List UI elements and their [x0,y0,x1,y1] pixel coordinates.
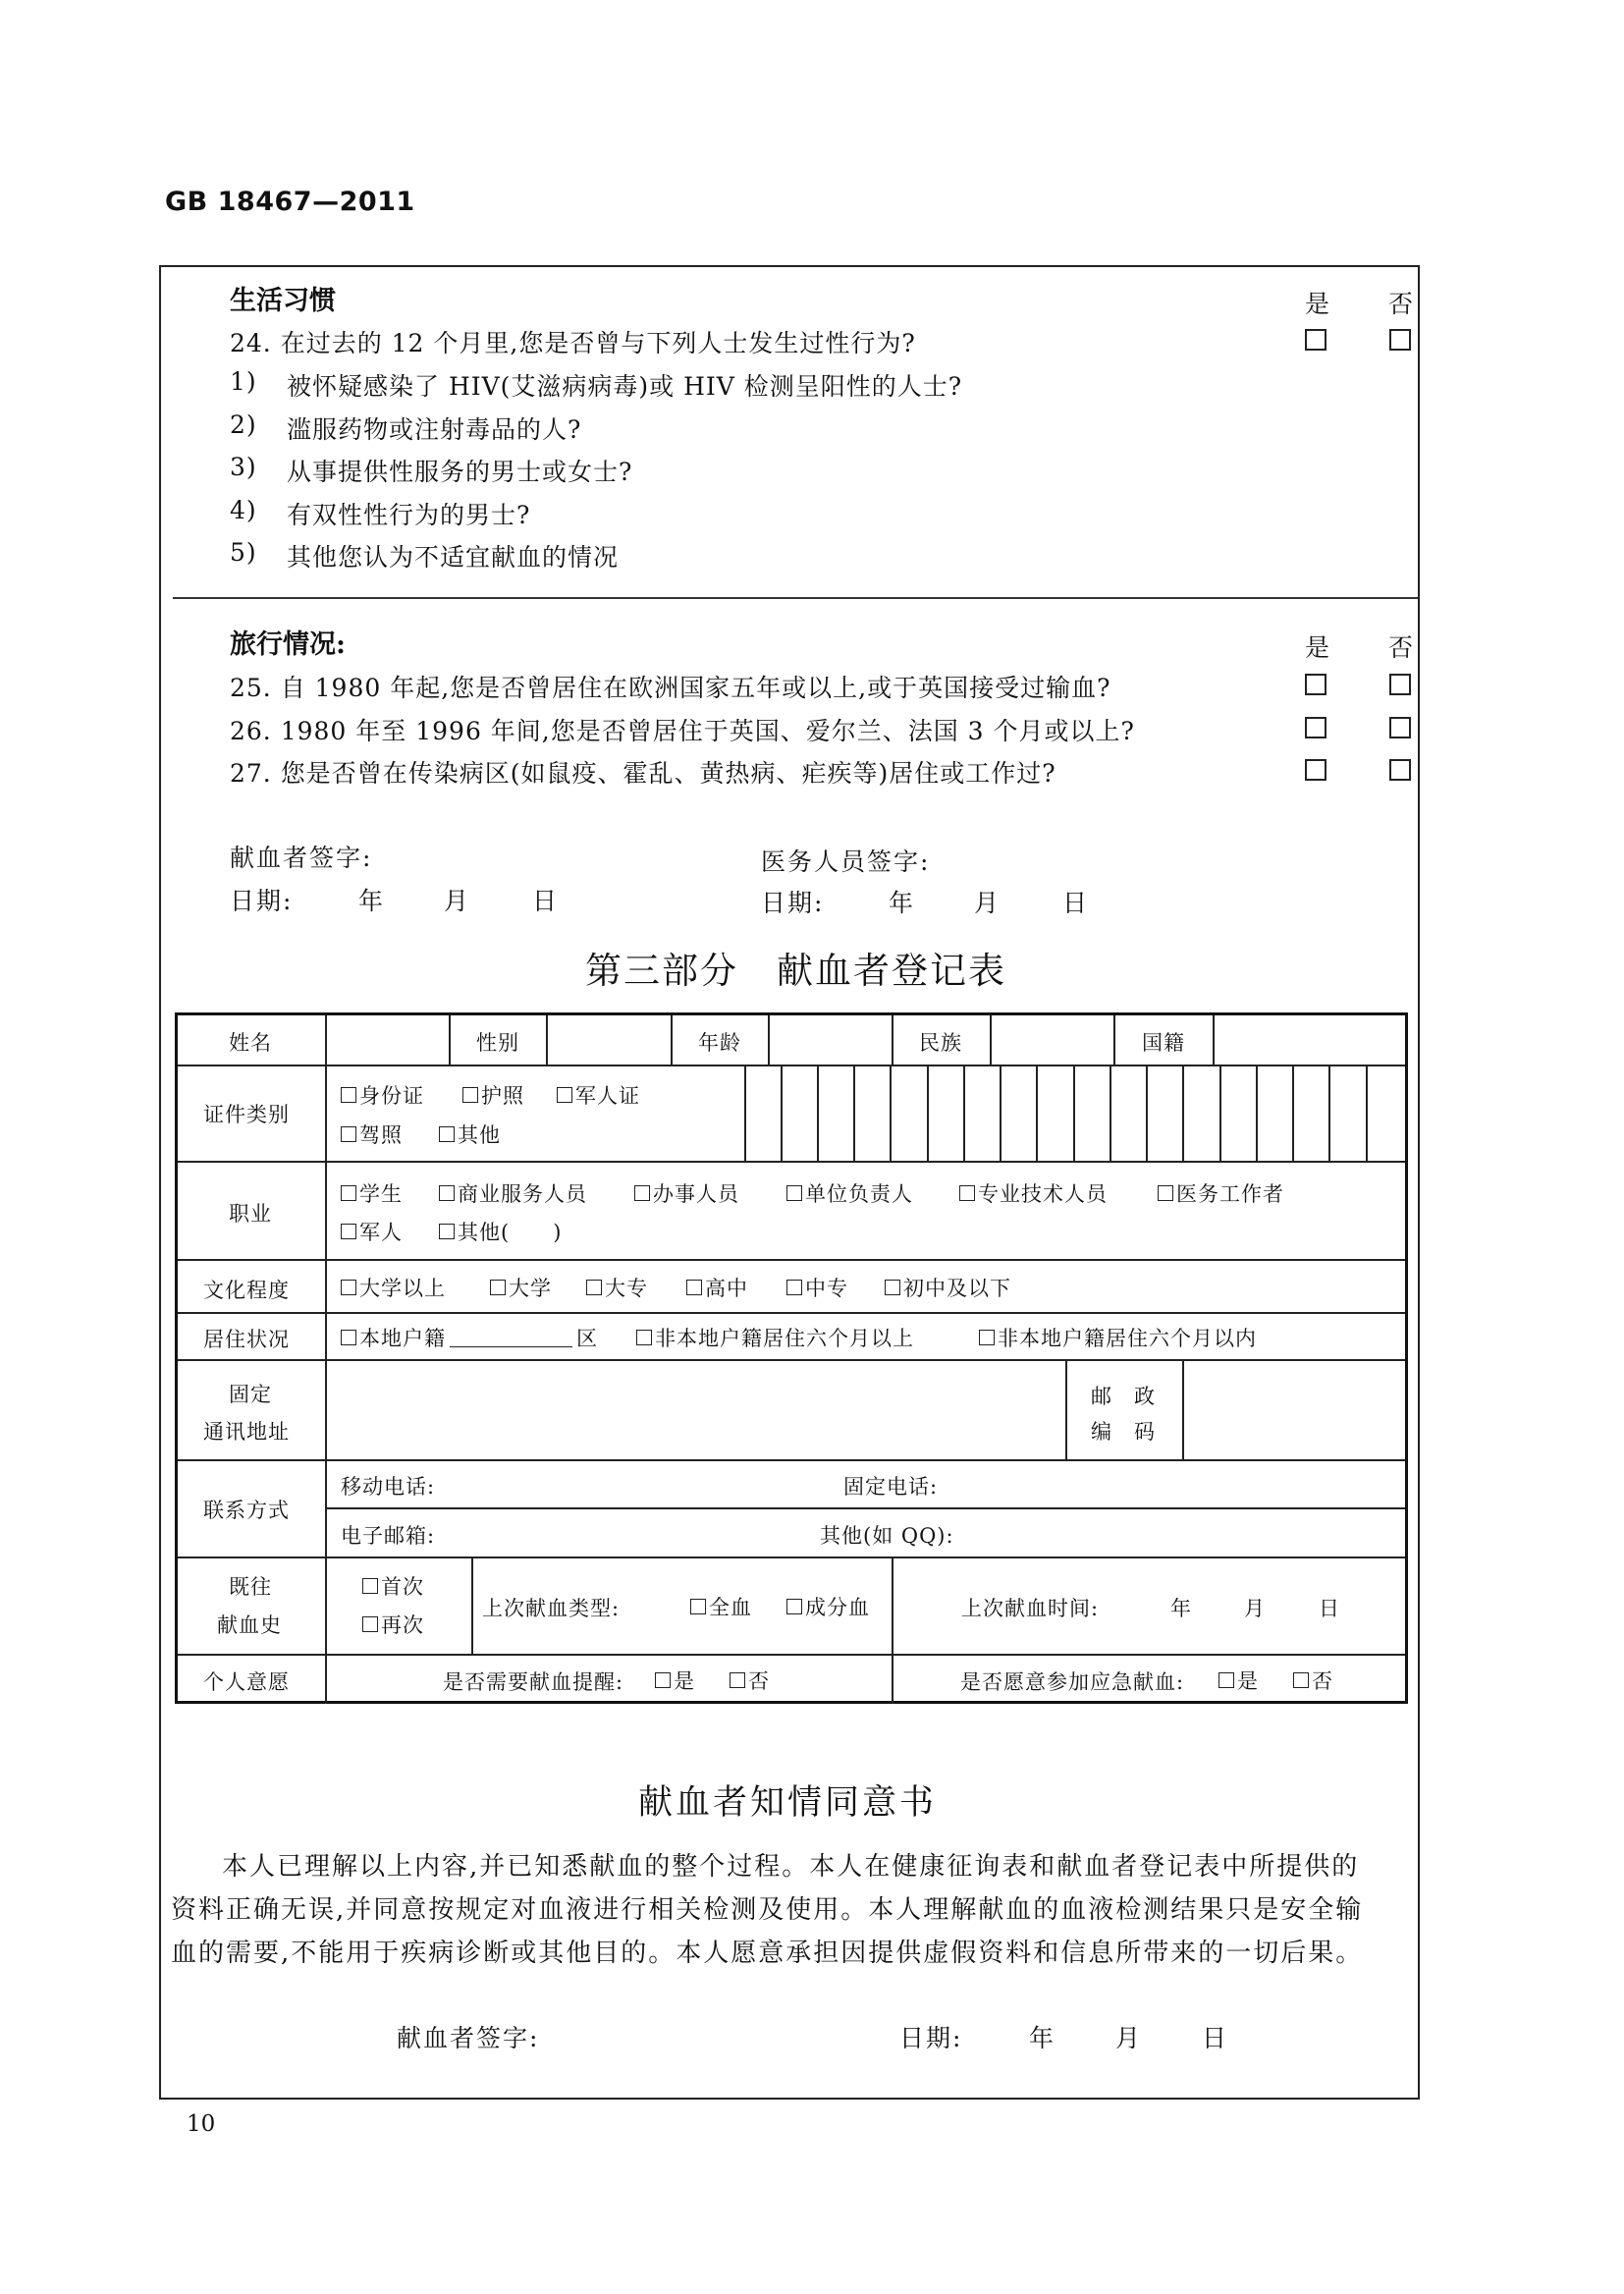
staff-date-label: 日期: [761,889,825,917]
postal-label-line2: 编 码 [1091,1420,1156,1444]
occupation-option-clerk[interactable]: 办事人员 [634,1178,739,1208]
q25-yes-checkbox[interactable] [1305,674,1326,695]
checkbox-icon [341,1280,356,1295]
q27-yes-checkbox[interactable] [1305,759,1326,781]
consent-date-month: 月 [1115,2024,1143,2052]
id-digit-line [1110,1065,1111,1161]
checkbox-icon [341,1185,356,1201]
last-time-day: 日 [1319,1597,1340,1620]
question-26: 26. 1980 年至 1996 年间,您是否曾居住于英国、爱尔兰、法国 3 个月或以上? [230,717,1135,745]
travel-title: 旅行情况: [230,629,346,660]
address-label-line1: 固定 [229,1383,272,1406]
occupation-option-professional[interactable]: 专业技术人员 [959,1178,1108,1208]
occupation-option-medical[interactable]: 医务工作者 [1158,1178,1284,1208]
q24-item-3-num: 3) [230,453,257,481]
contact-label: 联系方式 [203,1499,290,1522]
name-label: 姓名 [229,1031,272,1055]
staff-date-year: 年 [889,889,916,917]
checkbox-icon [490,1280,506,1295]
part3-title: 第三部分 献血者登记表 [585,950,1006,992]
col-line [1213,1015,1215,1065]
wishes-label: 个人意愿 [203,1670,290,1694]
reminder-option-yes[interactable]: 是 [655,1666,695,1695]
gender-label: 性别 [476,1031,519,1055]
checkbox-icon [979,1330,995,1345]
checkbox-icon [439,1185,455,1201]
id-digit-line [963,1065,965,1161]
question-27: 27. 您是否曾在传染病区(如鼠疫、霍乱、黄热病、疟疾等)居住或工作过? [230,759,1056,788]
checkbox-icon [586,1280,602,1295]
checkbox-icon [885,1280,900,1295]
id-digit-line [1036,1065,1038,1161]
col-line [1113,1015,1115,1065]
history-option-first[interactable]: 首次 [362,1571,424,1601]
consent-title: 献血者知情同意书 [638,1783,938,1823]
id-digit-line [853,1065,855,1161]
checkbox-icon [341,1330,356,1345]
last-time-month: 月 [1244,1597,1266,1620]
checkbox-icon [341,1087,356,1103]
row-line [178,1557,1405,1558]
id-digit-line [1292,1065,1294,1161]
residence-option-under-six-months[interactable]: 非本地户籍居住六个月以内 [979,1323,1257,1352]
col-line [471,1557,473,1654]
travel-yes-header: 是 [1305,633,1330,662]
occupation-option-student[interactable]: 学生 [341,1178,403,1208]
staff-date-month: 月 [974,889,1001,917]
col-line [671,1015,673,1065]
email-label: 电子邮箱: [341,1524,436,1548]
checkbox-icon [686,1280,702,1295]
id-digit-line [1000,1065,1001,1161]
donor-signature-label: 献血者签字: [230,844,373,872]
ethnicity-label: 民族 [919,1031,962,1055]
q24-item-4-text: 有双性性行为的男士? [287,501,531,529]
id-digit-line [781,1065,783,1161]
checkbox-icon [786,1599,802,1614]
id-digit-line [817,1065,819,1161]
col-line [892,1557,893,1704]
checkbox-icon [362,1616,378,1632]
id-type-option-military-id[interactable]: 军人证 [557,1080,640,1110]
id-digit-line [890,1065,892,1161]
id-digit-line [1146,1065,1148,1161]
id-digit-line [1219,1065,1221,1161]
checkbox-icon [634,1185,650,1201]
address-label-line2: 通讯地址 [203,1420,290,1444]
reminder-option-no[interactable]: 否 [730,1666,770,1695]
education-option-high-school[interactable]: 高中 [686,1273,748,1302]
standard-code: GB 18467—2011 [165,187,415,217]
education-option-vocational[interactable]: 中专 [786,1273,848,1302]
checkbox-icon [730,1672,745,1688]
checkbox-icon [439,1224,455,1239]
consent-line-3: 血的需要,不能用于疾病诊断或其他目的。本人愿意承担因提供虚假资料和信息所带来的一切后果。 [171,1939,1364,1968]
checkbox-icon [362,1578,378,1594]
staff-date-day: 日 [1062,889,1090,917]
landline-label: 固定电话: [843,1475,939,1499]
consent-line-1: 本人已理解以上内容,并已知悉献血的整个过程。本人在健康征询表和献血者登记表中所提供的 [222,1852,1360,1882]
checkbox-icon [690,1599,706,1614]
col-line [449,1015,451,1065]
last-donation-type-label: 上次献血类型: [482,1597,621,1620]
id-digit-line [1182,1065,1184,1161]
last-time-year: 年 [1170,1597,1192,1620]
id-digit-line [927,1065,929,1161]
row-line [178,1161,1405,1163]
row-line [178,1654,1405,1656]
checkbox-icon [557,1087,572,1103]
age-label: 年龄 [698,1031,741,1055]
occupation-label: 职业 [229,1202,272,1226]
donor-date-month: 月 [444,887,471,915]
id-type-option-passport[interactable]: 护照 [462,1080,524,1110]
q26-no-checkbox[interactable] [1389,717,1411,738]
emergency-option-yes[interactable]: 是 [1218,1666,1259,1695]
registration-table [175,1012,1408,1704]
id-digit-line [1073,1065,1075,1161]
question-24: 24. 在过去的 12 个月里,您是否曾与下列人士发生过性行为? [230,329,916,357]
id-type-option-driver-license[interactable]: 驾照 [341,1120,403,1149]
emergency-option-no[interactable]: 否 [1293,1666,1333,1695]
travel-no-header: 否 [1388,633,1414,662]
checkbox-icon [341,1224,356,1239]
other-contact-label: 其他(如 QQ): [820,1524,954,1548]
id-digit-line [1366,1065,1368,1161]
consent-donor-signature-label: 献血者签字: [397,2024,540,2052]
q25-no-checkbox[interactable] [1389,674,1411,695]
lifestyle-title: 生活习惯 [230,286,336,316]
q27-no-checkbox[interactable] [1389,759,1411,781]
history-label-line1: 既往 [229,1575,272,1599]
last-type-option-component[interactable]: 成分血 [786,1592,870,1621]
nationality-label: 国籍 [1142,1031,1185,1055]
id-digit-line [744,1065,746,1161]
consent-date-year: 年 [1029,2024,1056,2052]
col-line [1182,1359,1184,1459]
row-line [178,1459,1405,1461]
row-line [325,1507,1405,1509]
q24-no-checkbox[interactable] [1389,329,1411,351]
emergency-label: 是否愿意参加应急献血: [960,1670,1185,1694]
label-column-line [325,1015,327,1704]
q24-item-5-num: 5) [230,538,257,567]
col-line [1065,1359,1067,1459]
donor-date-year: 年 [358,887,386,915]
checkbox-icon [439,1126,455,1142]
page-number: 10 [187,2111,216,2137]
checkbox-icon [786,1185,802,1201]
id-digit-line [1256,1065,1258,1161]
col-line [892,1015,893,1065]
postal-label-line1: 邮 政 [1091,1385,1156,1408]
last-type-option-whole[interactable]: 全血 [690,1592,752,1621]
id-type-label: 证件类别 [203,1103,290,1126]
id-type-option-id-card[interactable]: 身份证 [341,1080,424,1110]
checkbox-icon [341,1126,356,1142]
checkbox-icon [1158,1185,1173,1201]
consent-date-day: 日 [1202,2024,1229,2052]
q24-yes-checkbox[interactable] [1305,329,1326,351]
donor-date-label: 日期: [230,887,294,915]
last-donation-time-label: 上次献血时间: [961,1597,1100,1620]
residence-label: 居住状况 [203,1328,290,1351]
row-line [178,1359,1405,1361]
education-option-above-university[interactable]: 大学以上 [341,1273,446,1302]
col-line [990,1015,992,1065]
checkbox-icon [462,1087,478,1103]
lifestyle-yes-header: 是 [1305,290,1330,318]
checkbox-icon [636,1330,652,1345]
history-option-repeat[interactable]: 再次 [362,1610,424,1639]
checkbox-icon [1218,1672,1234,1688]
q24-item-2-text: 滥服药物或注射毒品的人? [287,415,582,444]
occupation-option-manager[interactable]: 单位负责人 [786,1178,913,1208]
row-line [178,1259,1405,1261]
education-option-university[interactable]: 大学 [490,1273,552,1302]
district-blank[interactable] [450,1329,572,1347]
residence-option-over-six-months[interactable]: 非本地户籍居住六个月以上 [636,1323,914,1352]
donor-date-day: 日 [532,887,560,915]
col-line [546,1015,548,1065]
residence-option-local[interactable]: 本地户籍 区 [341,1323,598,1352]
education-option-junior-or-below[interactable]: 初中及以下 [885,1273,1011,1302]
question-25: 25. 自 1980 年起,您是否曾居住在欧洲国家五年或以上,或于英国接受过输血? [230,674,1111,702]
occupation-option-military[interactable]: 军人 [341,1217,403,1246]
mobile-phone-label: 移动电话: [341,1475,436,1499]
checkbox-icon [655,1672,671,1688]
q26-yes-checkbox[interactable] [1305,717,1326,738]
id-digit-line [1328,1065,1330,1161]
education-option-college[interactable]: 大专 [586,1273,648,1302]
q24-item-3-text: 从事提供性服务的男士或女士? [287,458,633,486]
lifestyle-no-header: 否 [1388,290,1414,318]
q24-item-1-text: 被怀疑感染了 HIV(艾滋病病毒)或 HIV 检测呈阳性的人士? [287,372,963,401]
occupation-option-other[interactable]: 其他( ) [439,1217,562,1246]
q24-item-2-num: 2) [230,410,257,439]
q24-item-5-text: 其他您认为不适宜献血的情况 [287,543,620,572]
consent-line-2: 资料正确无误,并同意按规定对血液进行相关检测及使用。本人理解献血的血液检测结果只是安全输 [171,1895,1364,1925]
id-type-option-other[interactable]: 其他 [439,1120,501,1149]
col-line [768,1015,770,1065]
q24-item-4-num: 4) [230,496,257,524]
consent-date-label: 日期: [899,2024,963,2052]
q24-item-1-num: 1) [230,367,257,396]
education-label: 文化程度 [203,1279,290,1302]
staff-signature-label: 医务人员签字: [761,847,931,876]
checkbox-icon [1293,1672,1309,1688]
checkbox-icon [786,1280,802,1295]
history-label-line2: 献血史 [217,1613,282,1637]
section-divider [173,597,1418,599]
occupation-option-commerce[interactable]: 商业服务人员 [439,1178,587,1208]
reminder-label: 是否需要献血提醒: [443,1670,624,1694]
row-line [178,1312,1405,1314]
checkbox-icon [959,1185,975,1201]
